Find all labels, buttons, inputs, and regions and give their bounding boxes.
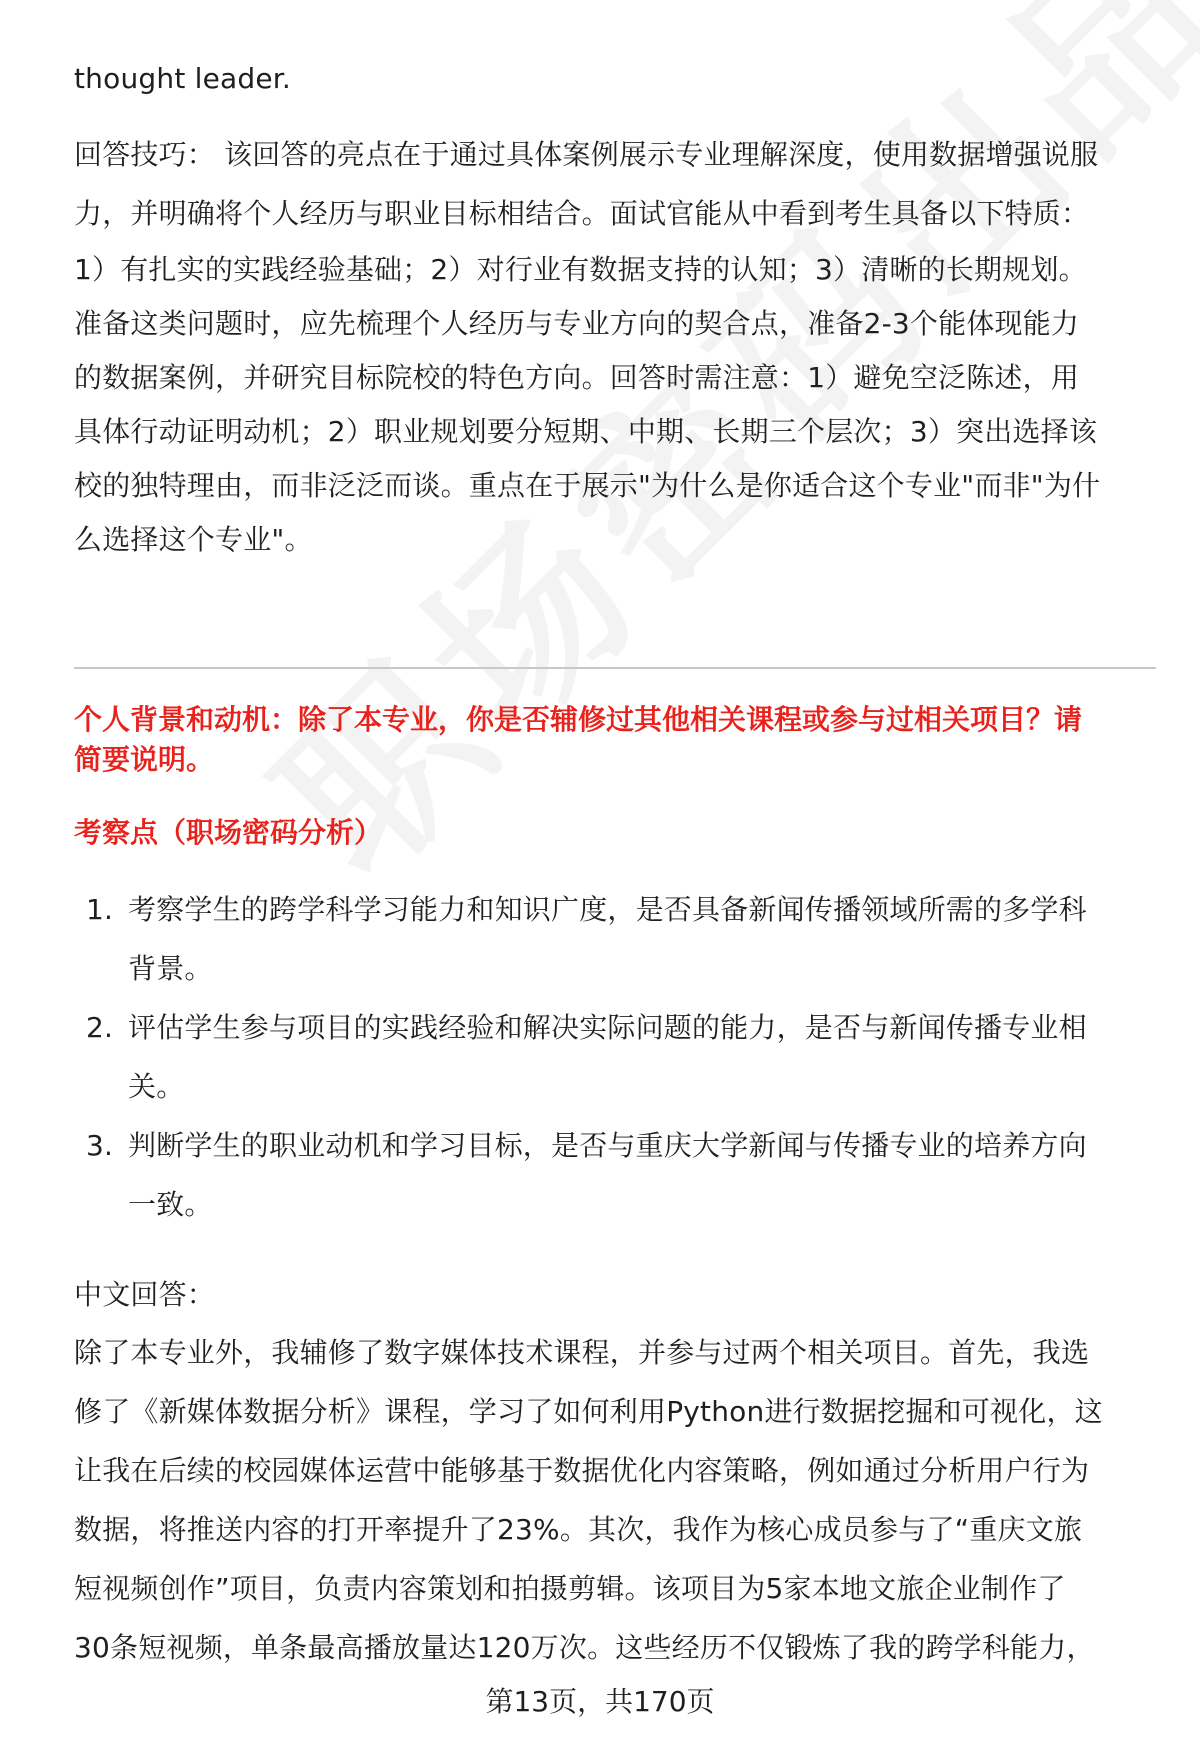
paragraph-line: 30条短视频，单条最高播放量达120万次。这些经历不仅锻炼了我的跨学科能力， bbox=[74, 1631, 1095, 1664]
paragraph-line: 力，并明确将个人经历与职业目标相结合。面试官能从中看到考生具备以下特质： bbox=[74, 197, 1090, 230]
paragraph-line: 1）有扎实的实践经验基础；2）对行业有数据支持的认知；3）清晰的长期规划。 bbox=[74, 253, 1087, 286]
paragraph-line: 么选择这个专业"。 bbox=[74, 523, 313, 556]
question-line: 简要说明。 bbox=[74, 743, 215, 776]
list-line: 一致。 bbox=[128, 1188, 213, 1221]
answer-heading: 中文回答： bbox=[74, 1278, 216, 1311]
list-line: 评估学生参与项目的实践经验和解决实际问题的能力，是否与新闻传播专业相 bbox=[128, 1011, 1087, 1044]
list-line: 判断学生的职业动机和学习目标，是否与重庆大学新闻与传播专业的培养方向 bbox=[128, 1129, 1087, 1162]
paragraph-line: 短视频创作”项目，负责内容策划和拍摄剪辑。该项目为5家本地文旅企业制作了 bbox=[74, 1572, 1066, 1605]
question-line: 个人背景和动机：除了本专业，你是否辅修过其他相关课程或参与过相关项目？请 bbox=[74, 703, 1083, 736]
list-item bbox=[74, 880, 1087, 998]
paragraph-line: 修了《新媒体数据分析》课程，学习了如何利用Python进行数据挖掘和可视化，这 bbox=[74, 1395, 1103, 1428]
list-number: 3. bbox=[86, 1129, 114, 1162]
section-divider bbox=[74, 667, 1156, 669]
list-item bbox=[74, 998, 1087, 1116]
paragraph-line: 具体行动证明动机；2）职业规划要分短期、中期、长期三个层次；3）突出选择该 bbox=[74, 415, 1098, 448]
page-footer: 第13页，共170页 bbox=[485, 1685, 715, 1718]
continued-text: thought leader. bbox=[74, 62, 292, 95]
list-item bbox=[74, 1116, 1087, 1234]
question-heading bbox=[74, 700, 1082, 780]
paragraph-line: 数据，将推送内容的打开率提升了23%。其次，我作为核心成员参与了“重庆文旅 bbox=[74, 1513, 1083, 1546]
list-line: 关。 bbox=[128, 1070, 185, 1103]
paragraph-line: 除了本专业外，我辅修了数字媒体技术课程，并参与过两个相关项目。首先，我选 bbox=[74, 1336, 1090, 1369]
focus-heading: 考察点（职场密码分析） bbox=[74, 816, 383, 849]
paragraph-line: 的数据案例，并研究目标院校的特色方向。回答时需注意：1）避免空泛陈述，用 bbox=[74, 361, 1080, 394]
paragraph-line: 准备这类问题时，应先梳理个人经历与专业方向的契合点，准备2-3个能体现能力 bbox=[74, 307, 1080, 340]
tips-paragraph bbox=[74, 125, 1100, 567]
focus-list bbox=[74, 880, 1087, 1234]
list-line: 考察学生的跨学科学习能力和知识广度，是否具备新闻传播领域所需的多学科 bbox=[128, 893, 1087, 926]
paragraph-line: 回答技巧： 该回答的亮点在于通过具体案例展示专业理解深度，使用数据增强说服 bbox=[74, 138, 1099, 171]
paragraph-line: 校的独特理由，而非泛泛而谈。重点在于展示"为什么是你适合这个专业"而非"为什 bbox=[74, 469, 1101, 502]
list-number: 2. bbox=[86, 1011, 114, 1044]
paragraph-line: 让我在后续的校园媒体运营中能够基于数据优化内容策略，例如通过分析用户行为 bbox=[74, 1454, 1090, 1487]
list-line: 背景。 bbox=[128, 952, 213, 985]
list-number: 1. bbox=[86, 893, 114, 926]
answer-paragraph bbox=[74, 1323, 1103, 1677]
